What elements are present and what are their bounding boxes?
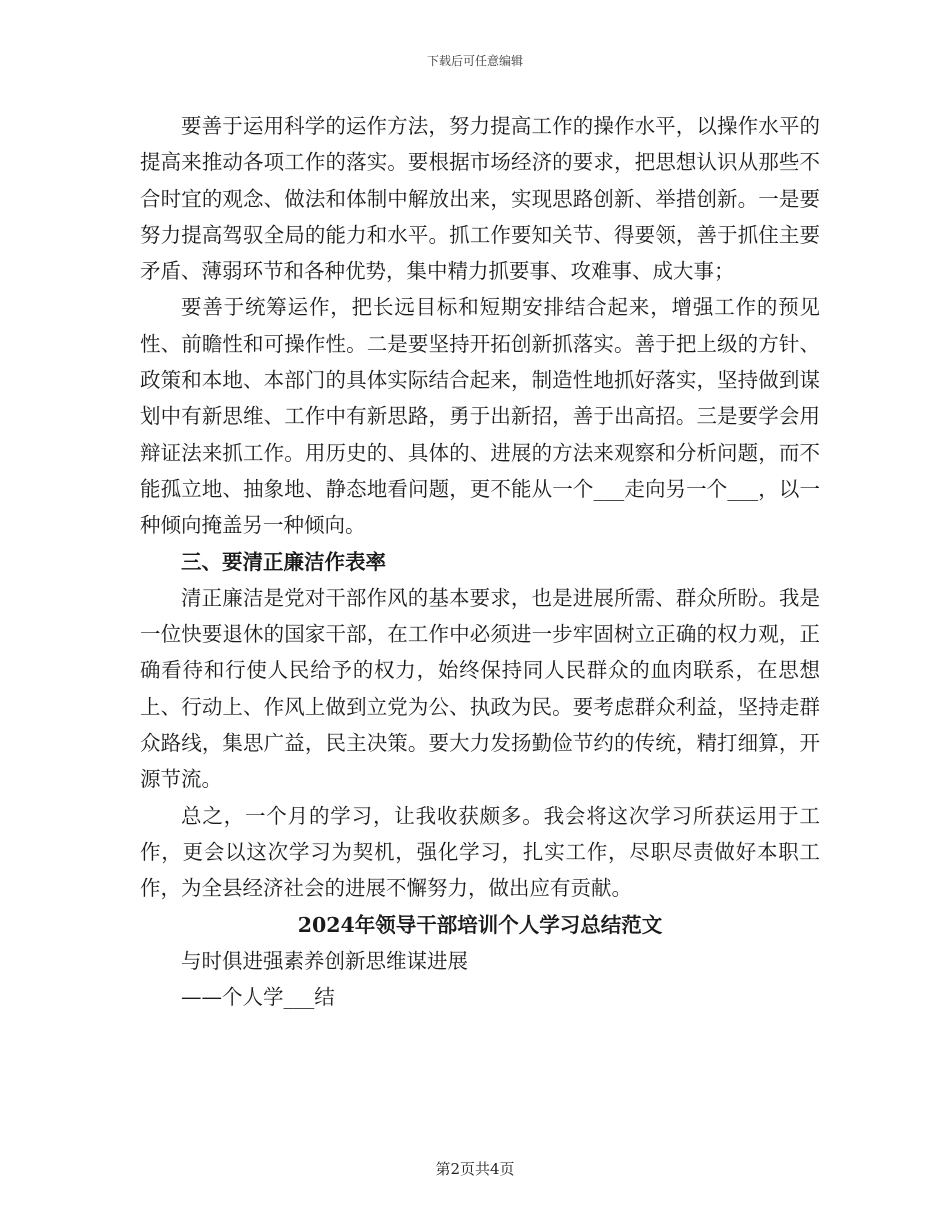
page-number: 第2页共4页 [435,1160,515,1178]
document-title: 2024年领导干部培训个人学习总结范文 [297,912,663,937]
paragraph-3: 清正廉洁是党对干部作风的基本要求，也是进展所需、群众所盼。我是一位快要退休的国家干部，在工作中必须进一步牢固树立正确的权力观，正确看待和行使人民给予的权力，始终保持同人民群众的血肉联系，在思想上、行动上、作风上做到立党为公、执政为民。要考虑群众利益，坚持走群众路线，集思广益，民主决策。要大力发扬勤俭节约的传统，精打细算，开源节流。 [140,585,820,792]
document-byline: ——个人学___结 [181,985,335,1010]
paragraph-4: 总之，一个月的学习，让我收获颇多。我会将这次学习所获运用于工作，更会以这次学习为契机，强化学习，扎实工作，尽职尽责做好本职工作，为全县经济社会的进展不懈努力，做出应有贡献。 [140,803,820,901]
document-body [140,108,820,1015]
section-heading-3: 三、要清正廉洁作表率 [181,549,386,574]
page-header-note: 下载后可任意编辑 [426,54,523,68]
document-subtitle: 与时俱进强素养创新思维谋进展 [181,948,468,973]
paragraph-1: 要善于运用科学的运作方法，努力提高工作的操作水平，以操作水平的提高来推动各项工作的落实。要根据市场经济的要求，把思想认识从那些不合时宜的观念、做法和体制中解放出来，实现思路创新、举措创新。一是要努力提高驾驭全局的能力和水平。抓工作要知关节、得要领，善于抓住主要矛盾、薄弱环节和各种优势，集中精力抓要事、攻难事、成大事； [140,114,820,284]
paragraph-2: 要善于统筹运作，把长远目标和短期安排结合起来，增强工作的预见性、前瞻性和可操作性。二是要坚持开拓创新抓落实。善于把上级的方针、政策和本地、本部门的具体实际结合起来，制造性地抓好落实，坚持做到谋划中有新思维、工作中有新思路，勇于出新招，善于出高招。三是要学会用辩证法来抓工作。用历史的、具体的、进展的方法来观察和分析问题，而不能孤立地、抽象地、静态地看问题，更不能从一个___走向另一个___，以一种倾向掩盖另一种倾向。 [140,295,820,538]
